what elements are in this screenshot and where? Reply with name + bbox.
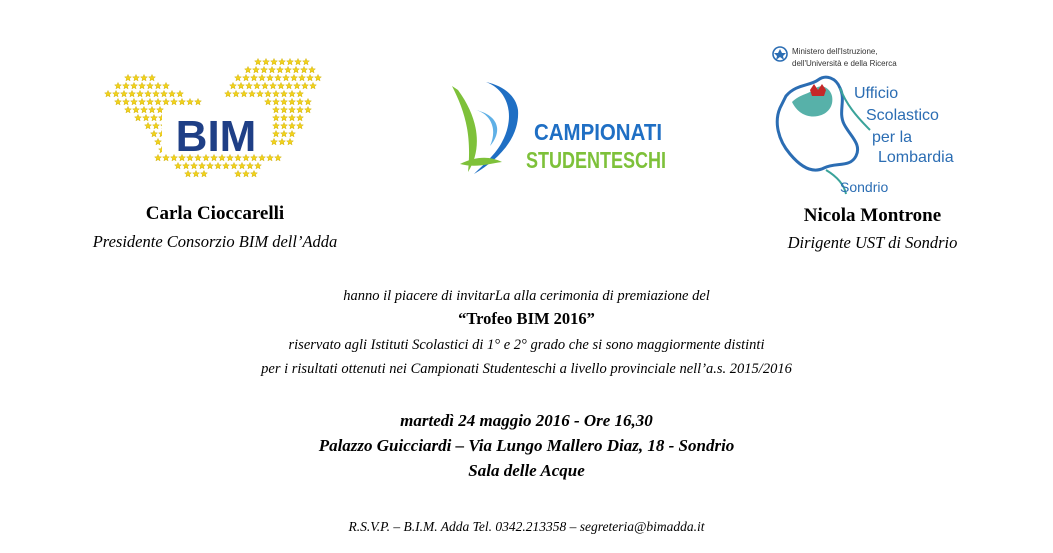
campionati-text: CAMPIONATI [534, 119, 662, 145]
office-text-line1: Ufficio [854, 85, 899, 102]
ministry-text-line2: dell'Università e della Ricerca [792, 59, 897, 68]
ministry-text-line1: Ministero dell'Istruzione, [792, 47, 878, 56]
right-signatory-role: Dirigente UST di Sondrio [787, 233, 958, 252]
campionati-studenteschi-logo [446, 80, 671, 182]
bim-logo [104, 48, 326, 186]
event-date-time: martedì 24 maggio 2016 - Ore 16,30 [400, 411, 653, 430]
invitation-results: per i risultati ottenuti nei Campionati Studenteschi a livello provinciale nell’a.s. 2015/2016 [261, 361, 792, 377]
ust-logo-graphic [766, 44, 984, 199]
republic-emblem-icon [773, 47, 787, 61]
event-room: Sala delle Acque [468, 461, 585, 480]
campionati-logo-graphic [446, 80, 671, 182]
bim-logo-graphic [104, 48, 326, 186]
athlete-figure-icon [452, 82, 518, 174]
office-city-text: Sondrio [840, 179, 889, 195]
right-signatory-name: Nicola Montrone [803, 205, 942, 226]
ufficio-scolastico-logo [766, 44, 984, 199]
office-text-line2: Scolastico [866, 107, 939, 124]
studenteschi-text: STUDENTESCHI [526, 147, 666, 173]
invitation-eligibility: riservato agli Istituti Scolastici di 1° e 2° grado che si sono maggiormente distinti [288, 337, 765, 353]
rsvp-contact: R.S.V.P. – B.I.M. Adda Tel. 0342.213358 – segreteria@bimadda.it [348, 519, 705, 534]
trophy-title: “Trofeo BIM 2016” [458, 309, 595, 328]
left-signatory-name: Carla Cioccarelli [145, 203, 285, 224]
bim-logo-text: BIM [175, 112, 257, 161]
office-text-line4: Lombardia [878, 149, 954, 166]
office-text-line3: per la [872, 129, 913, 146]
left-signatory-role: Presidente Consorzio BIM dell’Adda [92, 232, 338, 251]
event-venue: Palazzo Guicciardi – Via Lungo Mallero Diaz, 18 - Sondrio [318, 436, 735, 455]
invitation-intro: hanno il piacere di invitarLa alla cerimonia di premiazione del [343, 288, 710, 304]
